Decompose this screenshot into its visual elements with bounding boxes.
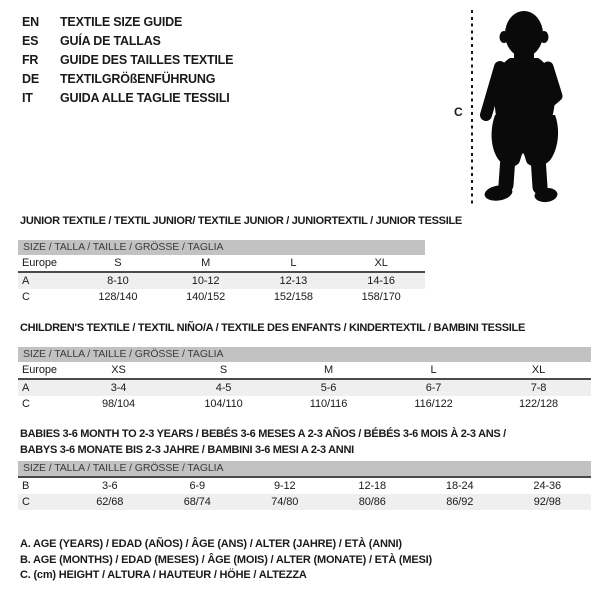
lang-code: ES [22,34,39,48]
babies-table-title-line2: BABYS 3-6 MONATE BIS 2-3 JAHRE / BAMBINI 3-6 MESI A 2-3 ANNI [20,443,354,456]
height-c-label: C [454,105,463,119]
cell: 158/170 [361,290,401,303]
babies-size-header-bar: SIZE / TALLA / TAILLE / GRÖSSE / TAGLIA [18,461,591,476]
table-row-europe [18,362,591,378]
row-label: C [22,495,30,508]
junior-table-title: JUNIOR TEXTILE / TEXTIL JUNIOR/ TEXTILE JUNIOR / JUNIORTEXTIL / JUNIOR TESSILE [20,215,462,227]
row-label: Europe [22,257,57,269]
lang-code: IT [22,91,33,105]
lang-row-it [22,89,233,108]
cell: 68/74 [183,495,211,508]
children-table-title: CHILDREN'S TEXTILE / TEXTIL NIÑO/A / TEXTILE DES ENFANTS / KINDERTEXTIL / BAMBINI TESSILE [20,322,525,334]
cell: 122/128 [518,397,559,410]
cell: 9-12 [273,479,296,492]
cell: 128/140 [98,290,138,303]
cell: L [430,364,437,376]
table-row-europe [18,255,425,271]
cell: 80/86 [358,495,386,508]
lang-title: GUIDA ALLE TAGLIE TESSILI [60,91,230,105]
cell: 6-7 [425,381,442,394]
row-label: C [22,290,30,303]
note-line-a: A. AGE (YEARS) / EDAD (AÑOS) / ÂGE (ANS) / ALTER (JAHRE) / ETÀ (ANNI) [20,538,402,550]
cell: 10-12 [191,274,220,287]
cell: XL [374,257,388,269]
cell: 12-18 [358,479,387,492]
lang-row-en [22,13,233,32]
cell: 86/92 [446,495,474,508]
babies-table-titles [18,427,591,458]
cell: 92/98 [533,495,561,508]
row-label: C [22,397,30,410]
table-row-c [18,396,591,412]
table-row-a [18,273,425,289]
cell: 8-10 [107,274,129,287]
cell: 4-5 [215,381,232,394]
height-reference-dashed-line [471,10,473,206]
lang-code: EN [22,15,39,29]
cell: 12-13 [279,274,308,287]
cell: L [290,257,297,269]
cell: M [201,257,211,269]
cell: XS [111,364,126,376]
footnotes [20,537,432,584]
toddler-silhouette-icon [479,9,565,207]
cell: 3-4 [110,381,127,394]
note-line-b: B. AGE (MONTHS) / EDAD (MESES) / ÂGE (MOIS) / ALTER (MONATE) / ETÀ (MESI) [20,553,432,566]
lang-title: TEXTILGRÖßENFÜHRUNG [60,72,216,86]
cell: XL [531,364,546,376]
cell: M [323,364,334,376]
row-label: B [22,479,30,492]
cell: 104/110 [204,397,243,410]
cell: 5-6 [320,381,337,394]
cell: 74/80 [271,495,299,508]
cell: 14-16 [367,274,395,287]
cell: 152/158 [273,290,313,303]
cell: 62/68 [96,495,124,508]
cell: 18-24 [445,479,474,492]
junior-table-section [18,215,462,305]
table-row-c [18,494,591,510]
cell: 6-9 [189,479,206,492]
cell: 110/116 [309,397,348,410]
table-row-c [18,289,425,305]
cell: 3-6 [101,479,118,492]
children-table-section [18,322,591,412]
cell: 7-8 [530,381,547,394]
babies-table-title-line1: BABIES 3-6 MONTH TO 2-3 YEARS / BEBÉS 3-6 MESES A 2-3 AÑOS / BÉBÉS 3-6 MOIS À 2-3 ANS / [20,428,506,440]
row-label: A [22,381,30,394]
cell: S [114,257,122,269]
cell: 140/152 [186,290,226,303]
table-row-a [18,380,591,396]
lang-row-de [22,70,233,89]
lang-row-fr [22,51,233,70]
lang-row-es [22,32,233,51]
cell: 24-36 [533,479,562,492]
cell: 116/122 [414,397,453,410]
note-line-c: C. (cm) HEIGHT / ALTURA / HAUTEUR / HÖHE / ALTEZZA [20,569,307,581]
cell: 98/104 [101,397,136,410]
junior-size-header-bar: SIZE / TALLA / TAILLE / GRÖSSE / TAGLIA [18,240,425,255]
babies-table-section [18,427,591,510]
cell: S [219,364,228,376]
children-size-header-bar: SIZE / TALLA / TAILLE / GRÖSSE / TAGLIA [18,347,591,362]
table-row-b [18,478,591,494]
lang-title: TEXTILE SIZE GUIDE [60,15,183,29]
lang-code: FR [22,53,39,67]
language-title-list [22,13,233,108]
lang-title: GUIDE DES TAILLES TEXTILE [60,53,234,67]
lang-code: DE [22,72,39,86]
row-label: A [22,274,30,287]
lang-title: GUÍA DE TALLAS [60,34,161,48]
row-label: Europe [22,364,57,376]
